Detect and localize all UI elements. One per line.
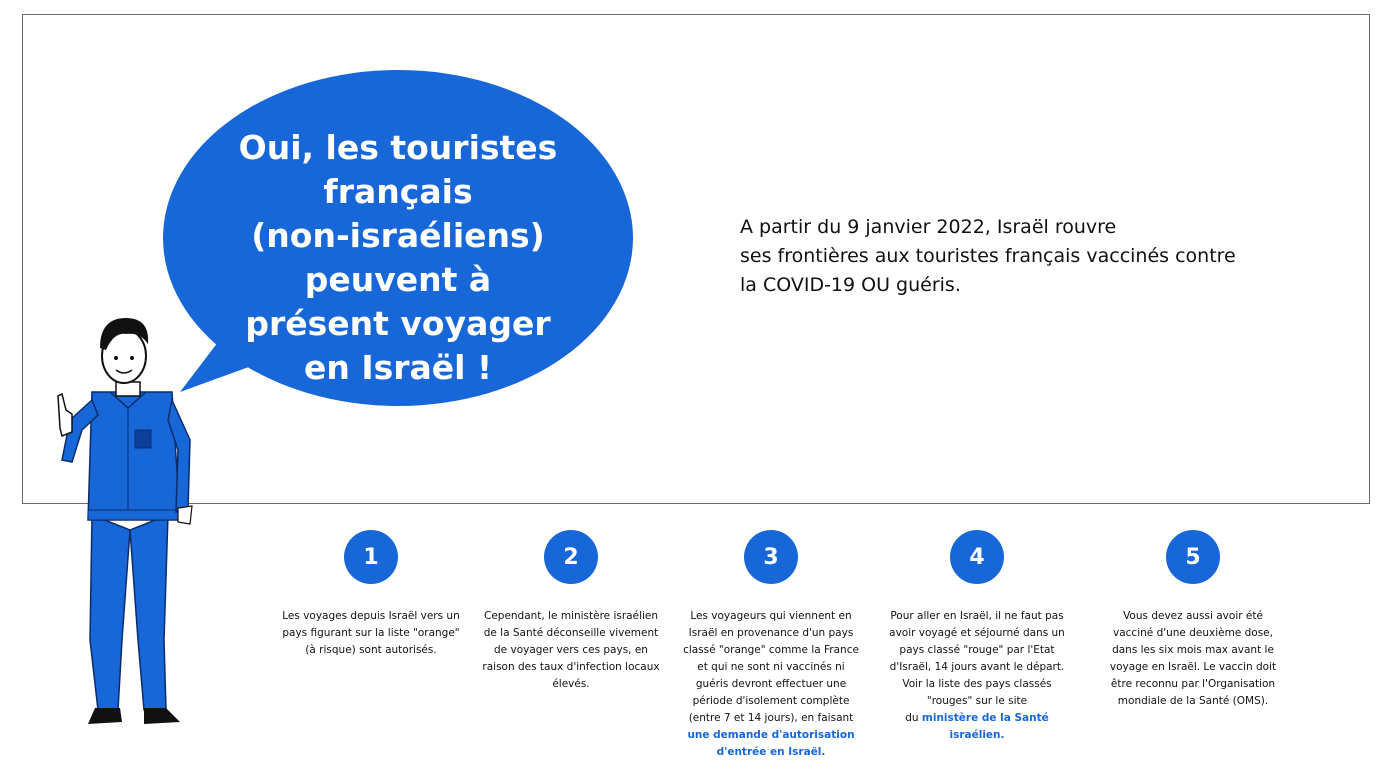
intro-text: A partir du 9 janvier 2022, Israël rouvre ses frontières aux touristes français vaccinés contre la COVID-19 OU guéris. xyxy=(740,216,1236,296)
step-2-text: Cependant, le ministère israélien de la Santé déconseille vivement de voyager vers ces pays, en raison des taux d'infection locaux élevés. xyxy=(482,610,660,690)
health-ministry-link[interactable]: ministère de la Santé xyxy=(921,712,1049,724)
step-1-badge: 1 xyxy=(344,530,398,584)
bubble-headline: Oui, les touristes français (non-israéliens) peuvent à présent voyager en Israël ! xyxy=(238,128,558,387)
step-1-text: Les voyages depuis Israël vers un pays figurant sur la liste "orange" (à risque) sont autorisés. xyxy=(282,610,460,656)
health-ministry-link-cont[interactable]: israélien. xyxy=(949,729,1005,741)
step-3-badge: 3 xyxy=(744,530,798,584)
entry-authorization-link-cont[interactable]: d'entrée en Israël. xyxy=(716,746,826,758)
step-2-badge: 2 xyxy=(544,530,598,584)
entry-authorization-link[interactable]: une demande d'autorisation xyxy=(687,729,855,741)
step-4-text: Pour aller en Israël, il ne faut pas avoir voyagé et séjourné dans un pays classé "rouge" par l'Etat d'Israël, 14 jours avant le départ. Voir la liste des pays classés "rouges" sur le site du ministère de la Santé israélien. xyxy=(882,608,1072,744)
man-illustration xyxy=(40,310,210,750)
step-4-badge: 4 xyxy=(950,530,1004,584)
step-3-text: Les voyageurs qui viennent en Israël en provenance d'un pays classé "orange" comme la France et qui ne sont ni vaccinés ni guéris devront effectuer une période d'isolement complète (entre 7 et 14 jours), en faisant une demande d'autorisation d'entrée en Israël. xyxy=(676,608,866,761)
step-5-badge: 5 xyxy=(1166,530,1220,584)
step-5-text: Vous devez aussi avoir été vacciné d'une deuxième dose, dans les six mois max avant le voyage en Israël. Le vaccin doit être reconnu par l'Organisation mondiale de la Santé (OMS). xyxy=(1109,610,1277,707)
